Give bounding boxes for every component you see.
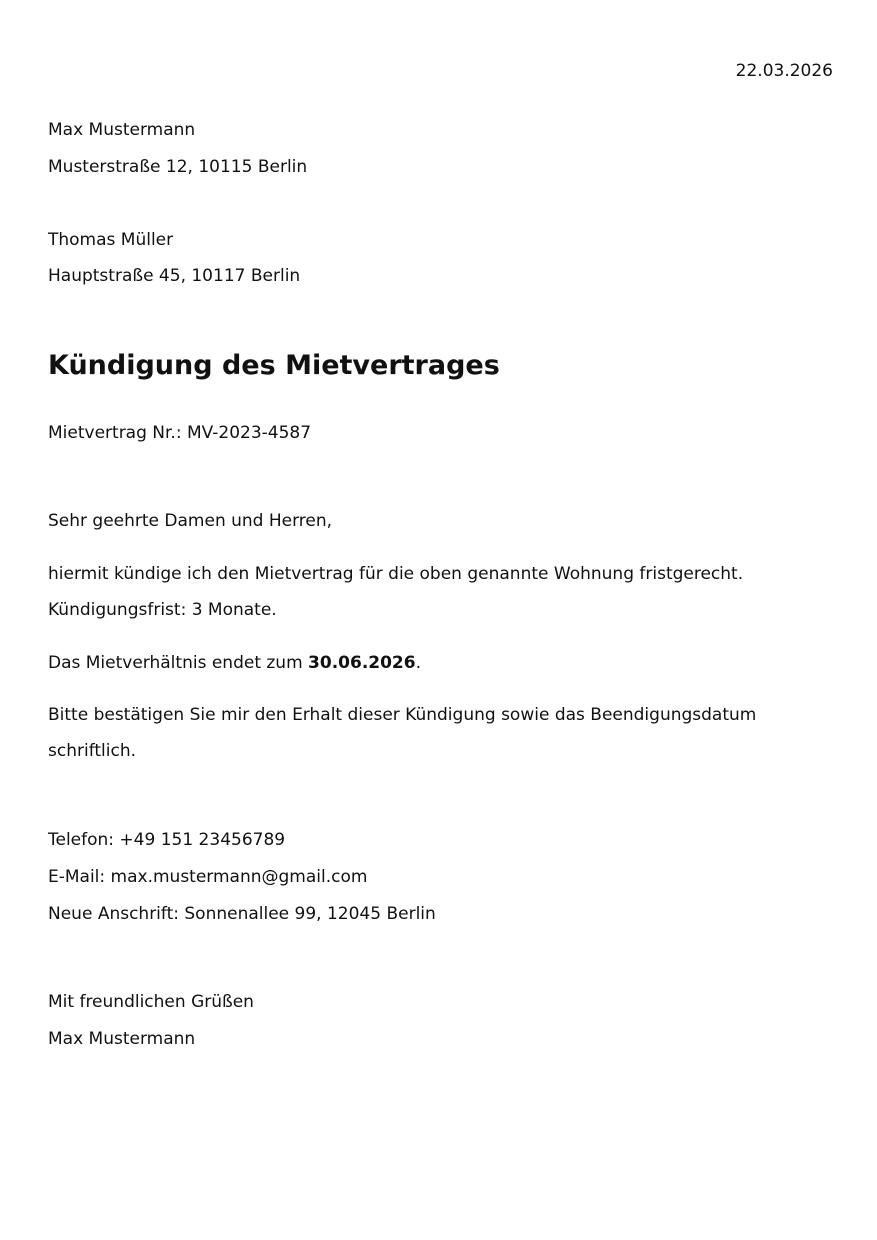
recipient-name: Thomas Müller: [48, 230, 174, 250]
contact-phone: Telefon: +49 151 23456789: [48, 830, 286, 850]
body-line-confirm-2: schriftlich.: [48, 741, 137, 761]
end-date-prefix: Das Mietverhältnis endet zum: [48, 653, 309, 673]
salutation: Sehr geehrte Damen und Herren,: [48, 511, 333, 531]
contact-email: E-Mail: max.mustermann@gmail.com: [48, 867, 368, 887]
body-line-termination: hiermit kündige ich den Mietvertrag für die oben genannte Wohnung fristgerecht.: [48, 564, 744, 584]
end-date-suffix: .: [415, 653, 421, 673]
body-line-end-date: [48, 653, 421, 673]
letter-date: 22.03.2026: [735, 61, 833, 81]
recipient-address: Hauptstraße 45, 10117 Berlin: [48, 266, 301, 286]
closing: Mit freundlichen Grüßen: [48, 992, 254, 1012]
contact-new-address: Neue Anschrift: Sonnenallee 99, 12045 Berlin: [48, 904, 436, 924]
sender-name: Max Mustermann: [48, 120, 196, 140]
contract-reference: Mietvertrag Nr.: MV-2023-4587: [48, 423, 312, 443]
body-line-confirm-1: Bitte bestätigen Sie mir den Erhalt dieser Kündigung sowie das Beendigungsdatum: [48, 705, 757, 725]
signature-name: Max Mustermann: [48, 1029, 196, 1049]
sender-address: Musterstraße 12, 10115 Berlin: [48, 157, 308, 177]
end-date-value: 30.06.2026: [308, 653, 416, 673]
letter-subject: Kündigung des Mietvertrages: [48, 350, 500, 381]
body-line-notice-period: Kündigungsfrist: 3 Monate.: [48, 600, 277, 620]
